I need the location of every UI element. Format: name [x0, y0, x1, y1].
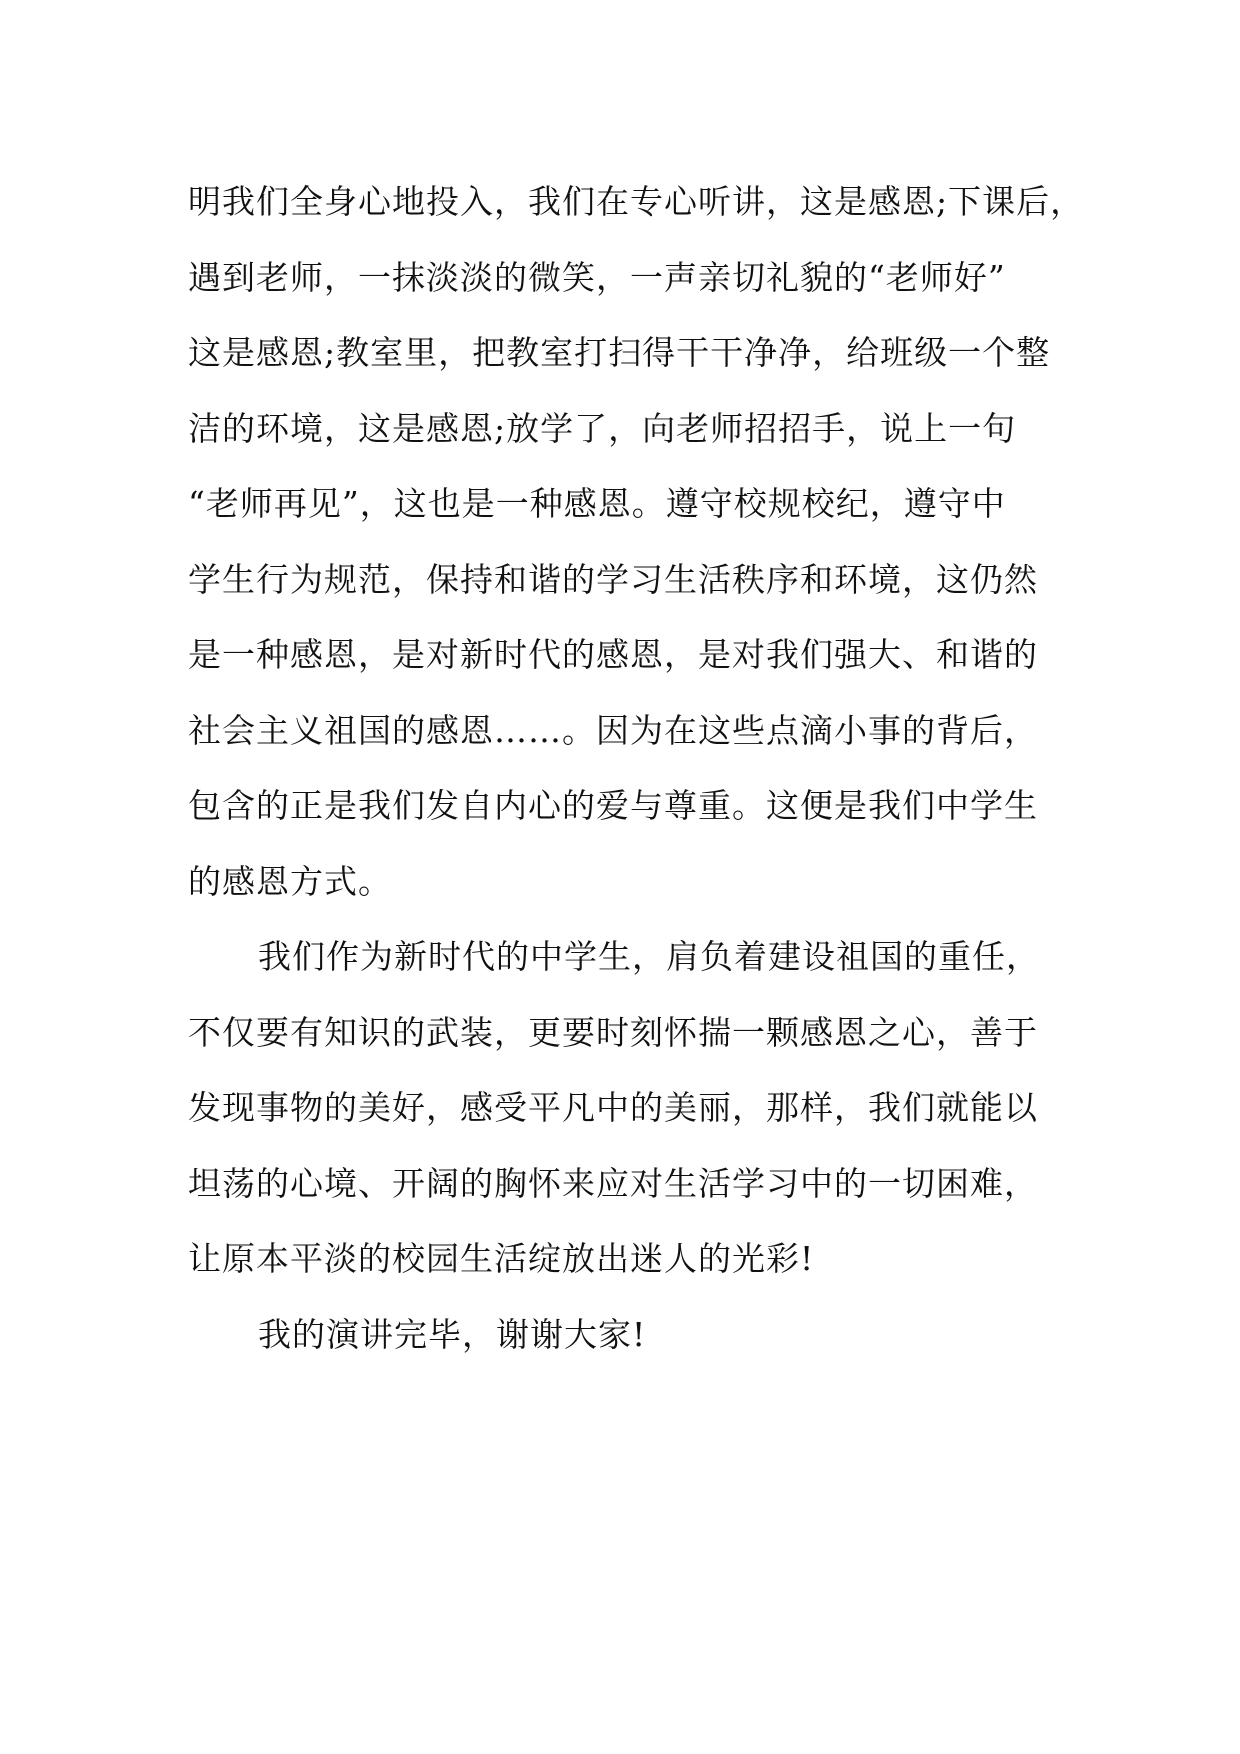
paragraph-1 — [188, 164, 1085, 919]
text-line: 社会主义祖国的感恩……。因为在这些点滴小事的背后， — [188, 710, 1038, 750]
text-line: 坦荡的心境、开阔的胸怀来应对生活学习中的一切困难， — [188, 1163, 1038, 1203]
paragraph-3 — [188, 1297, 1068, 1373]
text-line: 明我们全身心地投入，我们在专心听讲，这是感恩;下课后， — [188, 182, 1085, 221]
text-line: 让原本平淡的校园生活绽放出迷人的光彩! — [188, 1239, 815, 1278]
text-line: 是一种感恩，是对新时代的感恩，是对我们强大、和谐的 — [188, 635, 1038, 674]
text-line: 这是感恩;教室里，把教室打扫得干干净净，给班级一个整 — [188, 333, 1051, 372]
text-line: 遇到老师，一抹淡淡的微笑，一声亲切礼貌的“老师好” — [188, 257, 1006, 297]
text-line: “老师再见”，这也是一种感恩。遵守校规校纪，遵守中 — [188, 484, 1006, 523]
text-line: 我们作为新时代的中学生，肩负着建设祖国的重任， — [258, 937, 1040, 976]
text-line: 的感恩方式。 — [188, 861, 392, 901]
text-line: 洁的环境，这是感恩;放学了，向老师招招手，说上一句 — [188, 408, 1017, 448]
text-line: 我的演讲完毕，谢谢大家! — [258, 1314, 647, 1354]
text-line: 学生行为规范，保持和谐的学习生活秩序和环境，这仍然 — [188, 559, 1038, 599]
text-line: 发现事物的美好，感受平凡中的美丽，那样，我们就能以 — [188, 1088, 1038, 1127]
text-line: 包含的正是我们发自内心的爱与尊重。这便是我们中学生 — [188, 786, 1038, 825]
document-body — [188, 164, 1085, 1372]
text-line: 不仅要有知识的武装，更要时刻怀揣一颗感恩之心，善于 — [188, 1012, 1038, 1052]
paragraph-2 — [188, 919, 1068, 1297]
